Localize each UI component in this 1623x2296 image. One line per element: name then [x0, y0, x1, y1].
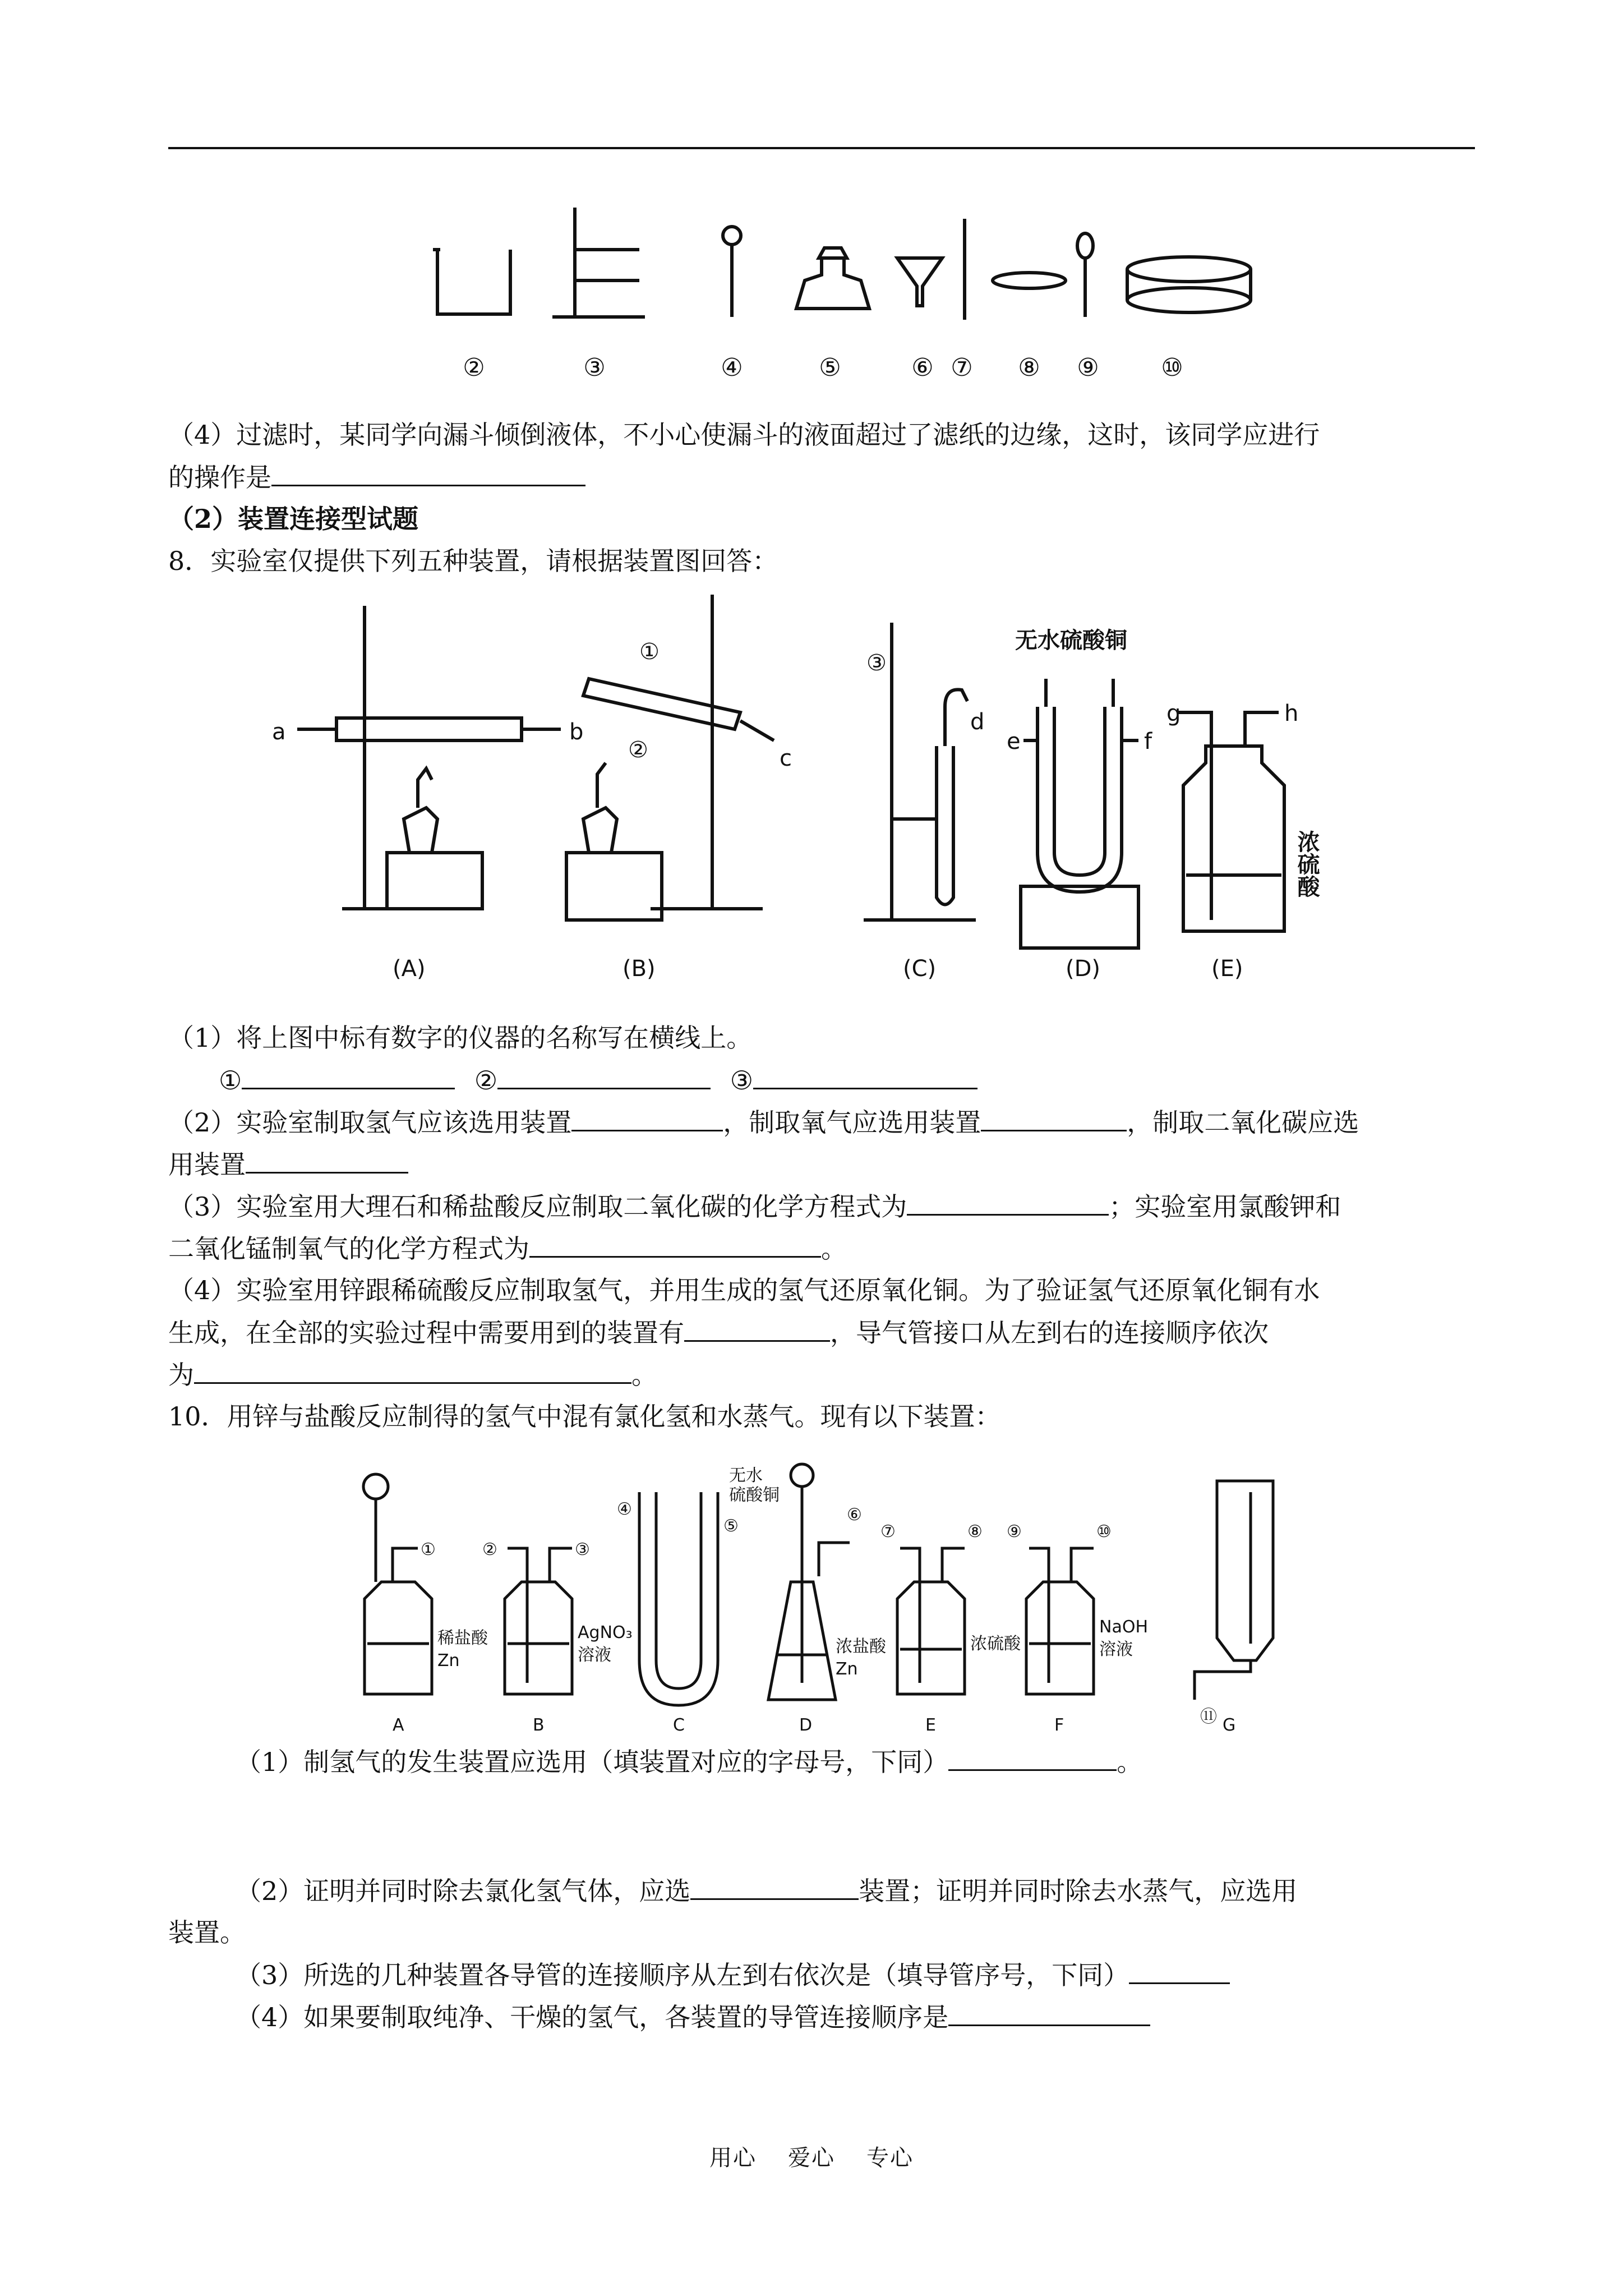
apparatus-c [639, 1492, 718, 1705]
reagent-label: 溶液 [578, 1645, 611, 1665]
q8-item3-line2: 二氧化锰制氧气的化学方程式为 。 [168, 1231, 847, 1266]
port-label: d [970, 709, 985, 735]
apparatus-caption: (C) [903, 956, 937, 982]
apparatus-b [566, 595, 774, 920]
reagent-label: NaOH [1099, 1617, 1148, 1637]
evaporating-dish-icon [993, 273, 1066, 288]
beaker-icon [433, 250, 510, 314]
q10-item3: （3）所选的几种装置各导管的连接顺序从左到右依次是（填导管序号，下同） [236, 1958, 1230, 1992]
answer-blank[interactable] [753, 1063, 978, 1089]
answer-blank[interactable] [571, 1105, 723, 1131]
tube-number: ⑪ [1200, 1707, 1217, 1727]
apparatus-d [1021, 679, 1138, 948]
apparatus-f [1026, 1548, 1094, 1694]
instrument-number: ② [628, 737, 648, 763]
tube-number: ⑥ [847, 1505, 862, 1525]
reagent-label: 浓硫酸 [970, 1634, 1021, 1654]
apparatus-label: ④ [721, 353, 743, 382]
combustion-spoon-icon [723, 227, 741, 317]
apparatus-caption: B [533, 1715, 545, 1735]
apparatus-caption: C [673, 1715, 685, 1735]
q7-item4-line1: （4）过滤时，某同学向漏斗倾倒液体，不小心使漏斗的液面超过了滤纸的边缘，这时，该同学应进行 [168, 420, 1320, 450]
instrument-number: ③ [866, 650, 887, 676]
reagent-label: 浓盐酸 [836, 1637, 886, 1657]
q10-item2-line1: （2）证明并同时除去氯化氢气体，应选 装置；证明并同时除去水蒸气，应选用 [236, 1874, 1297, 1908]
apparatus-caption: (A) [393, 956, 426, 982]
reagent-label: 稀盐酸 [437, 1628, 488, 1648]
tube-number: ④ [617, 1499, 632, 1519]
apparatus-b [505, 1548, 572, 1694]
apparatus-caption: A [393, 1715, 404, 1735]
tube-number: ③ [575, 1540, 590, 1559]
apparatus-label: ⑥ [911, 353, 934, 382]
q8-item4-line3: 为 。 [168, 1358, 657, 1392]
reagent-label: 无水硫酸铜 [1015, 628, 1127, 654]
answer-blank[interactable] [246, 1147, 408, 1174]
instrument-number: ① [639, 639, 660, 665]
q8-stem: 8．实验室仅提供下列五种装置，请根据装置图回答： [168, 546, 778, 576]
apparatus-label: ⑦ [951, 353, 973, 382]
tube-number: ⑩ [1096, 1522, 1112, 1542]
apparatus-a [363, 1474, 432, 1694]
port-label: g [1166, 701, 1181, 726]
apparatus-caption: (E) [1211, 956, 1243, 982]
q10-item4: （4）如果要制取纯净、干燥的氢气，各装置的导管连接顺序是 [236, 2000, 1150, 2034]
answer-blank[interactable] [242, 1063, 455, 1089]
q10-stem: 10．用锌与盐酸反应制得的氢气中混有氯化氢和水蒸气。现有以下装置： [168, 1401, 1001, 1432]
q10-item2-line2: 装置。 [168, 1917, 246, 1948]
apparatus-label: ⑨ [1077, 353, 1099, 382]
reagent-label: 硫酸铜 [729, 1485, 780, 1505]
answer-blank[interactable] [529, 1231, 821, 1258]
alcohol-lamp-icon [796, 248, 869, 309]
answer-blank[interactable] [1129, 1958, 1230, 1984]
apparatus-g [1195, 1481, 1273, 1700]
answer-blank[interactable] [948, 1745, 1117, 1771]
reagent-label: Zn [437, 1651, 460, 1671]
iron-stand-icon [552, 208, 645, 317]
apparatus-figure-1 [426, 196, 1256, 398]
apparatus-e [897, 1548, 965, 1694]
port-label: f [1144, 729, 1152, 754]
q10-item1: （1）制氢气的发生装置应选用（填装置对应的字母号，下同） 。 [236, 1745, 1142, 1779]
apparatus-caption: E [925, 1715, 936, 1735]
dropper-icon [1077, 233, 1093, 317]
tube-number: ① [421, 1540, 436, 1559]
apparatus-label: ③ [583, 353, 606, 382]
answer-blank[interactable] [690, 1874, 859, 1900]
answer-blank[interactable] [271, 460, 585, 486]
tube-number: ⑨ [1007, 1522, 1022, 1542]
tube-number: ⑦ [880, 1522, 896, 1542]
answer-blank[interactable] [684, 1315, 830, 1342]
tube-number: ② [482, 1540, 497, 1559]
q8-item3-line1: （3）实验室用大理石和稀盐酸反应制取二氧化碳的化学方程式为 ；实验室用氯酸钾和 [168, 1189, 1341, 1223]
page-footer: 用心 爱心 专心 [709, 2145, 914, 2171]
tube-number: ⑤ [723, 1516, 739, 1536]
port-label: b [569, 719, 584, 745]
apparatus-label: ⑩ [1161, 353, 1183, 382]
q8-item1-blanks: ① ② ③ [219, 1063, 978, 1097]
apparatus-caption: (D) [1066, 956, 1101, 982]
port-label: h [1284, 701, 1299, 726]
tube-number: ⑧ [967, 1522, 983, 1542]
q7-item4-line2: 的操作是 [168, 460, 585, 494]
funnel-icon [897, 258, 942, 306]
apparatus-caption: (B) [623, 956, 656, 982]
crystallizing-dish-icon [1127, 257, 1251, 312]
reagent-label: 浓硫酸 [1294, 830, 1320, 898]
reagent-label: AgNO₃ [578, 1623, 633, 1642]
reagent-label: Zn [836, 1659, 858, 1679]
q8-item4-line2: 生成，在全部的实验过程中需要用到的装置有 ，导气管接口从左到右的连接顺序依次 [168, 1315, 1269, 1350]
apparatus-label: ⑧ [1018, 353, 1040, 382]
port-label: a [272, 719, 286, 745]
header-rule [168, 147, 1475, 149]
reagent-label: 溶液 [1099, 1640, 1133, 1659]
answer-blank[interactable] [981, 1105, 1127, 1131]
q10-apparatus-figure [342, 1458, 1295, 1739]
port-label: c [780, 746, 792, 771]
q8-item1: （1）将上图中标有数字的仪器的名称写在横线上。 [168, 1023, 753, 1053]
apparatus-caption: G [1223, 1715, 1236, 1735]
answer-blank[interactable] [907, 1189, 1109, 1216]
port-label: e [1007, 729, 1021, 754]
apparatus-caption: D [799, 1715, 813, 1735]
answer-blank[interactable] [194, 1358, 631, 1384]
answer-blank[interactable] [948, 2000, 1150, 2026]
q8-apparatus-figure [258, 595, 1368, 987]
q8-item2-line1: （2）实验室制取氢气应该选用装置 ，制取氧气应选用装置 ，制取二氧化碳应选 [168, 1105, 1359, 1139]
apparatus-label: ⑤ [819, 353, 841, 382]
q8-item2-line2: 用装置 [168, 1147, 408, 1181]
apparatus-label: ② [463, 353, 485, 382]
apparatus-a [297, 606, 561, 909]
apparatus-caption: F [1054, 1715, 1064, 1735]
answer-blank[interactable] [497, 1063, 711, 1089]
apparatus-e [1178, 712, 1284, 931]
section-heading: （2）装置连接型试题 [168, 504, 419, 534]
reagent-label: 无水 [729, 1466, 763, 1485]
q8-item4-line1: （4）实验室用锌跟稀硫酸反应制取氢气，并用生成的氢气还原氧化铜。为了验证氢气还原氧化铜有水 [168, 1275, 1320, 1305]
